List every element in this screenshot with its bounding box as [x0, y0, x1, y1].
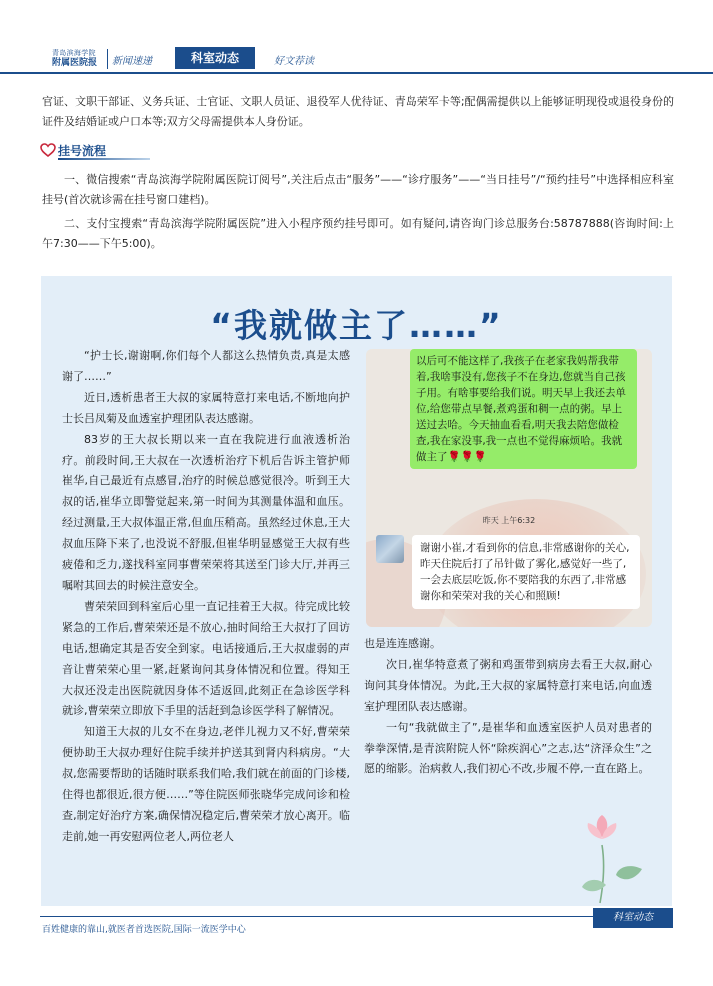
story-paragraph: “护士长,谢谢啊,你们每个人都这么热情负责,真是太感谢了……” [62, 349, 350, 383]
hospital-logo [52, 48, 104, 68]
nav-department-news[interactable]: 科室动态 [175, 47, 255, 69]
nav-recommended-reading[interactable]: 好文荐读 [274, 56, 314, 67]
story-paragraph: 也是连连感谢。 [364, 637, 441, 650]
documents-paragraph: 官证、文职干部证、义务兵证、士官证、文职人员证、退役军人优待证、青岛荣军卡等;配偶需提供以上能够证明现役或退役身份的证件及结婚证或户口本等;双方父母需提供本人身份证。 [42, 95, 674, 128]
story-paragraph: 近日,透析患者王大叔的家属特意打来电话,不断地向护士长吕凤菊及血透室护理团队表达感谢。 [62, 390, 350, 425]
story-paragraph: 83岁的王大叔长期以来一直在我院进行血液透析治疗。前段时间,王大叔在一次透析治疗下机后告诉主管护师崔华,自己最近有点感冒,治疗的时候总感觉很冷。听到王大叔的话,崔华立即警觉起来,第一时间为其测量体温和血压。经过测量,王大叔体温正常,但血压稍高。虽然经过休息,王大叔血压降下来了,也没说不舒服,但崔华明显感觉王大叔有些疲倦和乏力,遂找科室同事曹荣荣将其送至门诊大厅,并再三嘱咐其回去的时候注意安全。 [62, 432, 350, 592]
story-paragraph: 曹荣荣回到科室后心里一直记挂着王大叔。待完成比较紧急的工作后,曹荣荣还是不放心,抽时间给王大叔打了回访电话,想确定其是否安全到家。电话接通后,王大叔虚弱的声音让曹荣荣心里一紧,赶紧询问其身体情况和位置。得知王大叔还没走出医院就因身体不适返回,此刻正在急诊医学科就诊,曹荣荣立即放下手里的活赶到急诊医学科了解情况。 [62, 599, 350, 718]
wechat-registration-paragraph: 一、微信搜索“青岛滨海学院附属医院订阅号”,关注后点击“服务”——“诊疗服务”——“当日挂号”/“预约挂号”中选择相应科室挂号(首次就诊需在挂号窗口建档)。 [42, 173, 674, 206]
story-paragraph: 一句“我就做主了”,是崔华和血透室医护人员对患者的拳拳深情,是青滨附院人怀“除疾润心”之志,达“济泽众生”之愿的缩影。治病救人,我们初心不改,步履不停,一直在路上。 [364, 720, 652, 776]
section-title [40, 141, 180, 161]
heart-icon [40, 143, 56, 157]
story-paragraph: 知道王大叔的儿女不在身边,老伴儿视力又不好,曹荣荣便协助王大叔办理好住院手续并护送其到肾内科病房。“大叔,您需要帮助的话随时联系我们哈,我们就在前面的门诊楼,住得也都很近,很方便……”等住院医师张晓华完成问诊和检查,制定好治疗方案,确保情况稳定后,曹荣荣才放心离开。临走前,她一再安慰两位老人,两位老人 [62, 725, 350, 843]
alipay-registration-paragraph: 二、支付宝搜索“青岛滨海学院附属医院”进入小程序预约挂号即可。如有疑问,请咨询门诊总服务台:58787888(咨询时间:上午7:30——下午5:00)。 [42, 217, 674, 250]
story-paragraph: 次日,崔华特意煮了粥和鸡蛋带到病房去看王大叔,耐心询问其身体情况。为此,王大叔的家属特意打来电话,向血透室护理团队表达感谢。 [364, 657, 652, 713]
chat-timestamp: 昨天 上午6:32 [482, 516, 536, 525]
lotus-illustration [572, 815, 652, 905]
story-left-column [62, 346, 350, 848]
story-title: “我就做主了……” [210, 306, 503, 345]
avatar [376, 535, 404, 563]
section-title-label: 挂号流程 [58, 144, 107, 158]
logo-line-2: 附属医院报 [52, 58, 98, 68]
footer-section-tab: 科室动态 [593, 908, 673, 928]
footer-rule [40, 916, 620, 917]
chat-message-sent: 以后可不能这样了,我孩子在老家我妈帮我带着,我啥事没有,您孩子不在身边,您就当自己孩子用。有啥事要给我们说。明天早上我还去单位,给您带点早餐,煮鸡蛋和稠一点的粥。早上送过去哈。今天抽血看看,明天我去陪您做检查,我在家没事,我一点也不觉得麻烦哈。我就做主了🌹🌹🌹 [410, 349, 637, 469]
nav-news[interactable]: 新闻速递 [112, 56, 152, 67]
story-right-column [364, 634, 652, 780]
logo-line-1: 青岛滨海学院 [52, 49, 96, 57]
chat-screenshot [366, 349, 652, 627]
header-rule [0, 72, 713, 74]
section-title-underline [58, 158, 150, 160]
header-divider [107, 49, 108, 69]
page-header [0, 44, 713, 74]
chat-message-received: 谢谢小崔,才看到你的信息,非常感谢你的关心,昨天住院后打了吊针做了雾化,感觉好一些了,一会去底层吃饭,你不要陪我的东西了,非常感谢你和荣荣对我的关心和照顾! [412, 535, 640, 609]
footer-slogan: 百姓健康的靠山,就医者首选医院,国际一流医学中心 [42, 925, 246, 935]
